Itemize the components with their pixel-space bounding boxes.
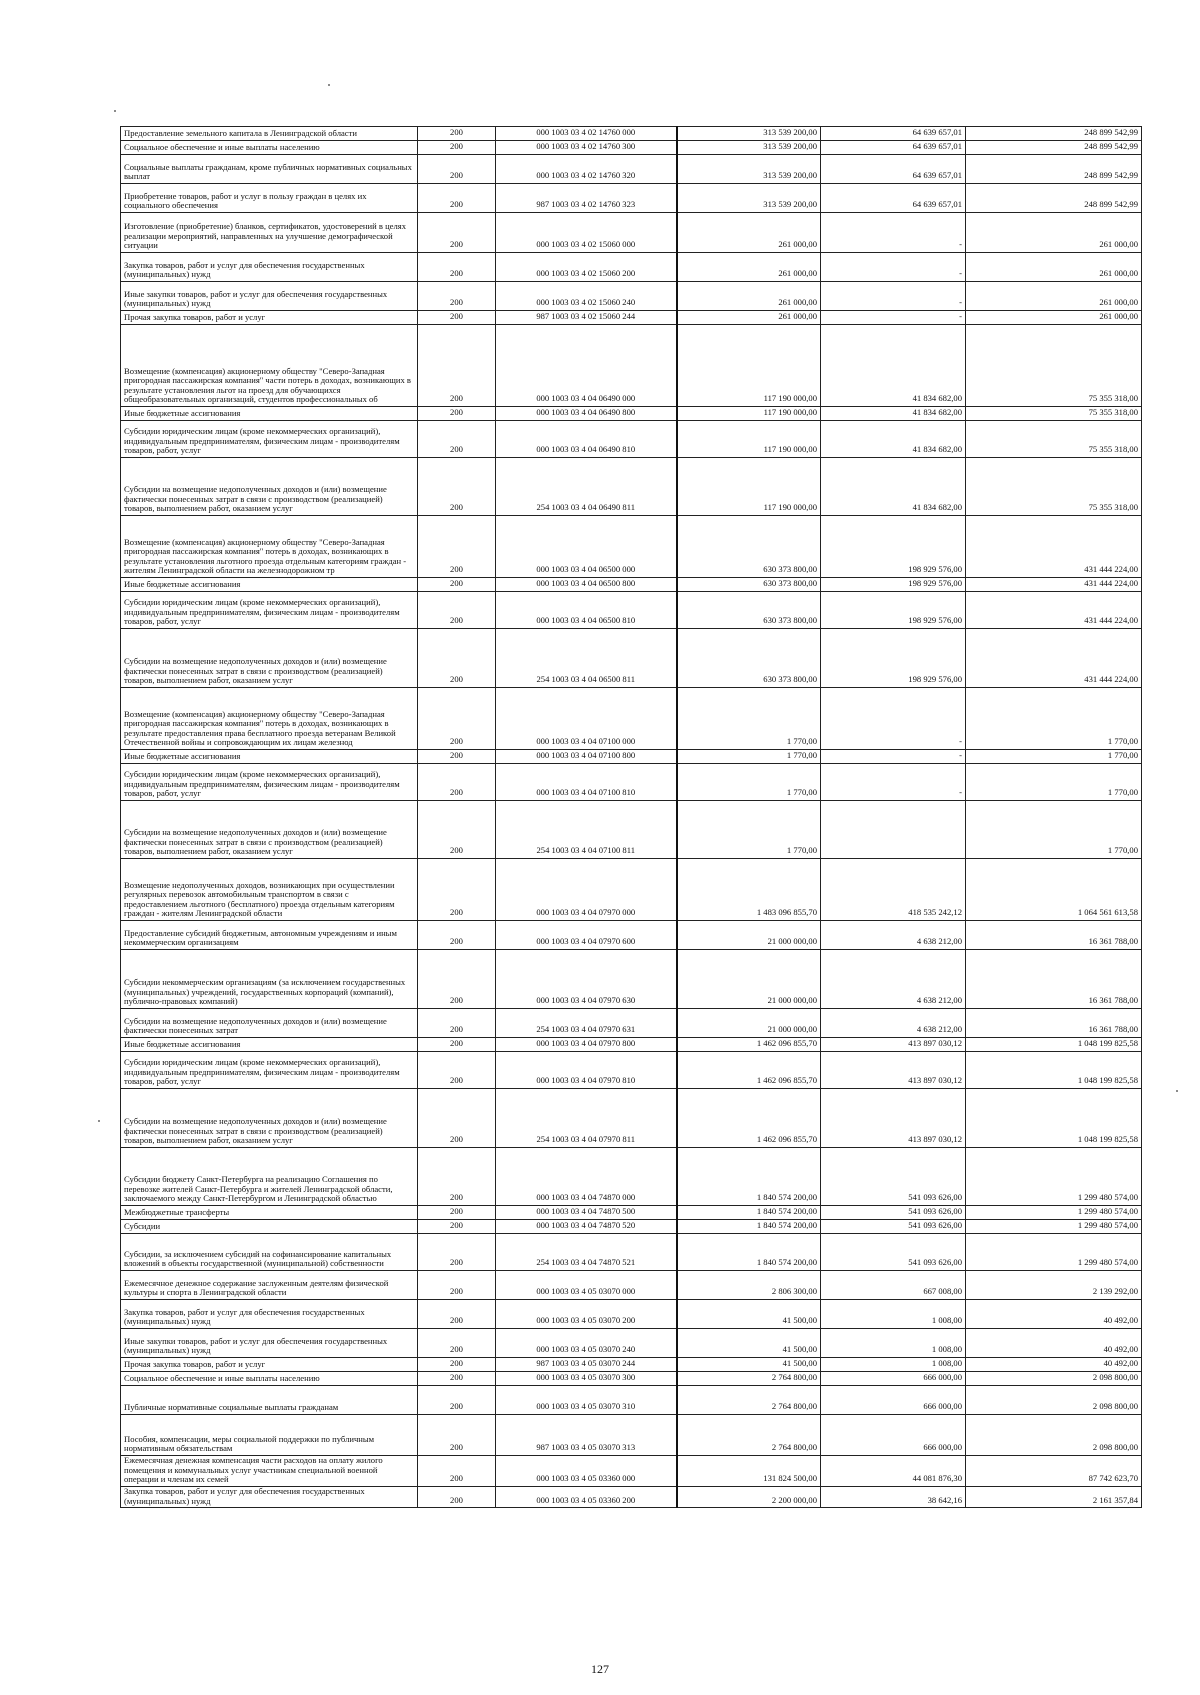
row-approved: 1 462 096 855,70	[677, 1052, 821, 1089]
row-classification: 000 1003 03 4 02 15060 240	[496, 282, 677, 311]
row-executed: 4 638 212,00	[821, 1009, 966, 1038]
table-row	[121, 1486, 1142, 1507]
row-code: 200	[418, 184, 496, 213]
row-code: 200	[418, 155, 496, 184]
row-code: 200	[418, 592, 496, 629]
table-row	[121, 592, 1142, 629]
row-classification: 000 1003 03 4 04 06490 800	[496, 407, 677, 421]
row-classification: 000 1003 03 4 04 74870 520	[496, 1220, 677, 1234]
row-remaining: 1 770,00	[966, 750, 1142, 764]
row-code: 200	[418, 688, 496, 750]
row-approved: 261 000,00	[677, 282, 821, 311]
row-remaining: 1 048 199 825,58	[966, 1038, 1142, 1052]
row-executed: 198 929 576,00	[821, 578, 966, 592]
row-executed: 44 081 876,30	[821, 1456, 966, 1487]
row-name: Субсидии юридическим лицам (кроме некоммерческих организаций), индивидуальным предпринимателям, физическим лицам - производителям товаров, работ, услуг	[121, 592, 418, 629]
row-executed: 41 834 682,00	[821, 325, 966, 407]
row-name: Субсидии бюджету Санкт-Петербурга на реализацию Соглашения по перевозке жителей Санкт-Петербурга и жителей Ленинградской области, заключаемого между Санкт-Петербургом и Ленинградской областью	[121, 1148, 418, 1206]
row-approved: 117 190 000,00	[677, 458, 821, 516]
row-name: Возмещение (компенсация) акционерному обществу "Северо-Западная пригородная пассажирская компания" потерь в доходах, возникающих в результате предоставления права бесплатного проезда ветеранам Великой Отечественной войны и сопровождающим их лицам железнод	[121, 688, 418, 750]
scan-speck	[1176, 1090, 1178, 1092]
table-row	[121, 1206, 1142, 1220]
row-name: Межбюджетные трансферты	[121, 1206, 418, 1220]
row-approved: 313 539 200,00	[677, 155, 821, 184]
row-remaining: 431 444 224,00	[966, 629, 1142, 688]
row-code: 200	[418, 578, 496, 592]
row-code: 200	[418, 1009, 496, 1038]
row-name: Социальные выплаты гражданам, кроме публичных нормативных социальных выплат	[121, 155, 418, 184]
row-remaining: 75 355 318,00	[966, 421, 1142, 458]
row-code: 200	[418, 1415, 496, 1456]
row-approved: 261 000,00	[677, 213, 821, 253]
table-row	[121, 311, 1142, 325]
row-name: Иные закупки товаров, работ и услуг для обеспечения государственных (муниципальных) нужд	[121, 282, 418, 311]
row-remaining: 16 361 788,00	[966, 950, 1142, 1009]
row-approved: 1 462 096 855,70	[677, 1038, 821, 1052]
row-name: Субсидии, за исключением субсидий на софинансирование капитальных вложений в объекты государственной (муниципальной) собственности	[121, 1234, 418, 1271]
table-row	[121, 127, 1142, 141]
row-executed: 541 093 626,00	[821, 1148, 966, 1206]
row-approved: 41 500,00	[677, 1329, 821, 1358]
row-classification: 254 1003 03 4 04 07100 811	[496, 801, 677, 859]
table-row	[121, 1052, 1142, 1089]
row-name: Ежемесячное денежное содержание заслуженным деятелям физической культуры и спорта в Ленинградской области	[121, 1271, 418, 1300]
row-classification: 000 1003 03 4 02 14760 300	[496, 141, 677, 155]
table-row	[121, 859, 1142, 921]
row-classification: 000 1003 03 4 02 14760 000	[496, 127, 677, 141]
table-row	[121, 1300, 1142, 1329]
row-code: 200	[418, 950, 496, 1009]
row-executed: 413 897 030,12	[821, 1038, 966, 1052]
row-code: 200	[418, 127, 496, 141]
row-executed: 64 639 657,01	[821, 141, 966, 155]
row-name: Прочая закупка товаров, работ и услуг	[121, 311, 418, 325]
row-remaining: 2 161 357,84	[966, 1486, 1142, 1507]
row-classification: 000 1003 03 4 04 07970 630	[496, 950, 677, 1009]
table-row	[121, 1386, 1142, 1415]
row-remaining: 431 444 224,00	[966, 516, 1142, 578]
row-approved: 2 200 000,00	[677, 1486, 821, 1507]
row-code: 200	[418, 458, 496, 516]
row-approved: 1 770,00	[677, 688, 821, 750]
row-executed: 666 000,00	[821, 1372, 966, 1386]
row-approved: 1 840 574 200,00	[677, 1220, 821, 1234]
row-executed: 1 008,00	[821, 1358, 966, 1372]
row-approved: 313 539 200,00	[677, 141, 821, 155]
table-row	[121, 764, 1142, 801]
row-approved: 2 764 800,00	[677, 1372, 821, 1386]
row-classification: 987 1003 03 4 05 03070 313	[496, 1415, 677, 1456]
row-executed: 1 008,00	[821, 1329, 966, 1358]
row-executed: -	[821, 750, 966, 764]
table-row	[121, 1009, 1142, 1038]
row-approved: 2 764 800,00	[677, 1386, 821, 1415]
table-row	[121, 1089, 1142, 1148]
table-row	[121, 1038, 1142, 1052]
row-name: Социальное обеспечение и иные выплаты населению	[121, 1372, 418, 1386]
table-row	[121, 1234, 1142, 1271]
row-classification: 000 1003 03 4 04 07970 810	[496, 1052, 677, 1089]
table-row	[121, 1148, 1142, 1206]
row-name: Изготовление (приобретение) бланков, сертификатов, удостоверений в целях реализации мероприятий, направленных на улучшение демографической ситуации	[121, 213, 418, 253]
row-code: 200	[418, 1372, 496, 1386]
row-name: Субсидии юридическим лицам (кроме некоммерческих организаций), индивидуальным предпринимателям, физическим лицам - производителям товаров, работ, услуг	[121, 764, 418, 801]
table-row	[121, 688, 1142, 750]
row-name: Субсидии на возмещение недополученных доходов и (или) возмещение фактически понесенных затрат в связи с производством (реализацией) товаров, выполнением работ, оказанием услуг	[121, 458, 418, 516]
row-classification: 000 1003 03 4 04 07100 000	[496, 688, 677, 750]
row-classification: 000 1003 03 4 02 15060 000	[496, 213, 677, 253]
row-executed: 413 897 030,12	[821, 1089, 966, 1148]
row-name: Возмещение (компенсация) акционерному обществу "Северо-Западная пригородная пассажирская компания" части потерь в доходах, возникающих в результате установления льгот на проезд для обучающихся общеобразовательных организаций, студентов профессиональных об	[121, 325, 418, 407]
row-name: Возмещение (компенсация) акционерному обществу "Северо-Западная пригородная пассажирская компания" потерь в доходах, возникающих в результате установления льготного проезда отдельным категориям граждан - жителям Ленинградской области на железнодорожном тр	[121, 516, 418, 578]
row-remaining: 261 000,00	[966, 311, 1142, 325]
row-remaining: 16 361 788,00	[966, 921, 1142, 950]
row-remaining: 248 899 542,99	[966, 184, 1142, 213]
row-classification: 000 1003 03 4 04 07100 800	[496, 750, 677, 764]
row-classification: 000 1003 03 4 04 06490 000	[496, 325, 677, 407]
row-code: 200	[418, 213, 496, 253]
row-code: 200	[418, 1089, 496, 1148]
row-remaining: 40 492,00	[966, 1358, 1142, 1372]
table-row	[121, 921, 1142, 950]
row-executed: 41 834 682,00	[821, 407, 966, 421]
row-remaining: 2 098 800,00	[966, 1415, 1142, 1456]
table-row	[121, 629, 1142, 688]
table-row	[121, 253, 1142, 282]
row-remaining: 431 444 224,00	[966, 578, 1142, 592]
row-executed: 666 000,00	[821, 1415, 966, 1456]
table-row	[121, 1271, 1142, 1300]
row-remaining: 261 000,00	[966, 213, 1142, 253]
row-approved: 21 000 000,00	[677, 921, 821, 950]
row-executed: -	[821, 688, 966, 750]
row-executed: -	[821, 253, 966, 282]
row-executed: 198 929 576,00	[821, 629, 966, 688]
row-approved: 1 462 096 855,70	[677, 1089, 821, 1148]
row-approved: 41 500,00	[677, 1300, 821, 1329]
row-name: Возмещение недополученных доходов, возникающих при осуществлении регулярных перевозок автомобильным транспортом в связи с предоставлением льготного (бесплатного) проезда отдельным категориям граждан - жителям Ленинградской области	[121, 859, 418, 921]
row-code: 200	[418, 282, 496, 311]
row-remaining: 87 742 623,70	[966, 1456, 1142, 1487]
row-code: 200	[418, 1234, 496, 1271]
row-classification: 000 1003 03 4 04 06500 000	[496, 516, 677, 578]
row-name: Ежемесячная денежная компенсация части расходов на оплату жилого помещения и коммунальных услуг участникам специальной военной операции и членам их семей	[121, 1456, 418, 1487]
row-executed: 541 093 626,00	[821, 1234, 966, 1271]
row-remaining: 261 000,00	[966, 282, 1142, 311]
row-code: 200	[418, 253, 496, 282]
row-name: Иные закупки товаров, работ и услуг для обеспечения государственных (муниципальных) нужд	[121, 1329, 418, 1358]
row-approved: 1 483 096 855,70	[677, 859, 821, 921]
row-classification: 000 1003 03 4 05 03070 300	[496, 1372, 677, 1386]
row-classification: 000 1003 03 4 04 74870 000	[496, 1148, 677, 1206]
row-code: 200	[418, 1329, 496, 1358]
row-approved: 630 373 800,00	[677, 516, 821, 578]
row-executed: -	[821, 764, 966, 801]
table-row	[121, 1329, 1142, 1358]
row-approved: 21 000 000,00	[677, 1009, 821, 1038]
row-executed: 64 639 657,01	[821, 155, 966, 184]
row-executed: 198 929 576,00	[821, 516, 966, 578]
row-name: Предоставление земельного капитала в Ленинградской области	[121, 127, 418, 141]
row-executed: 413 897 030,12	[821, 1052, 966, 1089]
row-name: Социальное обеспечение и иные выплаты населению	[121, 141, 418, 155]
row-remaining: 1 299 480 574,00	[966, 1220, 1142, 1234]
table-row	[121, 458, 1142, 516]
row-remaining: 261 000,00	[966, 253, 1142, 282]
row-code: 200	[418, 325, 496, 407]
row-remaining: 40 492,00	[966, 1300, 1142, 1329]
row-code: 200	[418, 141, 496, 155]
row-code: 200	[418, 629, 496, 688]
row-remaining: 40 492,00	[966, 1329, 1142, 1358]
row-classification: 000 1003 03 4 04 74870 500	[496, 1206, 677, 1220]
row-code: 200	[418, 311, 496, 325]
row-remaining: 248 899 542,99	[966, 141, 1142, 155]
row-classification: 000 1003 03 4 04 07970 800	[496, 1038, 677, 1052]
row-name: Субсидии юридическим лицам (кроме некоммерческих организаций), индивидуальным предпринимателям, физическим лицам - производителям товаров, работ, услуг	[121, 421, 418, 458]
row-name: Иные бюджетные ассигнования	[121, 750, 418, 764]
row-code: 200	[418, 1486, 496, 1507]
row-name: Закупка товаров, работ и услуг для обеспечения государственных (муниципальных) нужд	[121, 1486, 418, 1507]
row-classification: 254 1003 03 4 04 07970 631	[496, 1009, 677, 1038]
row-name: Пособия, компенсации, меры социальной поддержки по публичным нормативным обязательствам	[121, 1415, 418, 1456]
budget-execution-table	[120, 126, 1142, 1508]
table-row	[121, 1456, 1142, 1487]
row-name: Иные бюджетные ассигнования	[121, 407, 418, 421]
row-classification: 000 1003 03 4 02 14760 320	[496, 155, 677, 184]
row-classification: 000 1003 03 4 05 03070 200	[496, 1300, 677, 1329]
row-approved: 1 840 574 200,00	[677, 1148, 821, 1206]
row-code: 200	[418, 1038, 496, 1052]
row-classification: 987 1003 03 4 02 14760 323	[496, 184, 677, 213]
row-code: 200	[418, 1148, 496, 1206]
row-code: 200	[418, 801, 496, 859]
row-remaining: 2 139 292,00	[966, 1271, 1142, 1300]
row-name: Публичные нормативные социальные выплаты гражданам	[121, 1386, 418, 1415]
row-approved: 2 806 300,00	[677, 1271, 821, 1300]
row-approved: 261 000,00	[677, 253, 821, 282]
row-classification: 000 1003 03 4 04 06490 810	[496, 421, 677, 458]
row-name: Иные бюджетные ассигнования	[121, 1038, 418, 1052]
row-classification: 987 1003 03 4 05 03070 244	[496, 1358, 677, 1372]
row-approved: 313 539 200,00	[677, 184, 821, 213]
row-classification: 254 1003 03 4 04 07970 811	[496, 1089, 677, 1148]
row-name: Приобретение товаров, работ и услуг в пользу граждан в целях их социального обеспечения	[121, 184, 418, 213]
row-name: Субсидии некоммерческим организациям (за исключением государственных (муниципальных) учреждений, государственных корпораций (компаний), публично-правовых компаний)	[121, 950, 418, 1009]
row-name: Субсидии юридическим лицам (кроме некоммерческих организаций), индивидуальным предпринимателям, физическим лицам - производителям товаров, работ, услуг	[121, 1052, 418, 1089]
row-classification: 254 1003 03 4 04 06490 811	[496, 458, 677, 516]
table-row	[121, 950, 1142, 1009]
page-number: 127	[591, 1662, 609, 1676]
row-classification: 254 1003 03 4 04 74870 521	[496, 1234, 677, 1271]
row-executed: 4 638 212,00	[821, 921, 966, 950]
row-remaining: 1 299 480 574,00	[966, 1206, 1142, 1220]
table-row	[121, 141, 1142, 155]
table-row	[121, 184, 1142, 213]
row-name: Прочая закупка товаров, работ и услуг	[121, 1358, 418, 1372]
row-classification: 000 1003 03 4 05 03360 000	[496, 1456, 677, 1487]
row-name: Предоставление субсидий бюджетным, автономным учреждениям и иным некоммерческим организациям	[121, 921, 418, 950]
row-name: Субсидии на возмещение недополученных доходов и (или) возмещение фактически понесенных затрат в связи с производством (реализацией) товаров, выполнением работ, оказанием услуг	[121, 801, 418, 859]
row-remaining: 1 299 480 574,00	[966, 1148, 1142, 1206]
row-executed: 64 639 657,01	[821, 127, 966, 141]
row-classification: 000 1003 03 4 05 03070 240	[496, 1329, 677, 1358]
row-executed: -	[821, 282, 966, 311]
scan-speck	[98, 1120, 100, 1122]
row-approved: 117 190 000,00	[677, 325, 821, 407]
row-remaining: 431 444 224,00	[966, 592, 1142, 629]
row-executed	[821, 801, 966, 859]
row-classification: 987 1003 03 4 02 15060 244	[496, 311, 677, 325]
row-approved: 313 539 200,00	[677, 127, 821, 141]
row-classification: 000 1003 03 4 04 07970 600	[496, 921, 677, 950]
table-row	[121, 1220, 1142, 1234]
row-remaining: 2 098 800,00	[966, 1386, 1142, 1415]
table-body	[121, 127, 1142, 1508]
row-remaining: 2 098 800,00	[966, 1372, 1142, 1386]
row-approved: 1 770,00	[677, 750, 821, 764]
row-remaining: 1 299 480 574,00	[966, 1234, 1142, 1271]
table-row	[121, 282, 1142, 311]
row-code: 200	[418, 1206, 496, 1220]
row-approved: 117 190 000,00	[677, 421, 821, 458]
row-approved: 1 840 574 200,00	[677, 1234, 821, 1271]
row-remaining: 1 770,00	[966, 688, 1142, 750]
scan-speck	[328, 84, 330, 86]
row-remaining: 248 899 542,99	[966, 127, 1142, 141]
row-executed: 667 008,00	[821, 1271, 966, 1300]
scan-speck	[114, 110, 116, 112]
row-code: 200	[418, 421, 496, 458]
row-classification: 000 1003 03 4 05 03070 000	[496, 1271, 677, 1300]
row-code: 200	[418, 859, 496, 921]
row-approved: 41 500,00	[677, 1358, 821, 1372]
row-name: Закупка товаров, работ и услуг для обеспечения государственных (муниципальных) нужд	[121, 253, 418, 282]
row-approved: 2 764 800,00	[677, 1415, 821, 1456]
table-row	[121, 1415, 1142, 1456]
row-code: 200	[418, 1300, 496, 1329]
row-executed: 38 642,16	[821, 1486, 966, 1507]
row-code: 200	[418, 1456, 496, 1487]
row-approved: 1 840 574 200,00	[677, 1206, 821, 1220]
row-executed: 666 000,00	[821, 1386, 966, 1415]
row-classification: 000 1003 03 4 02 15060 200	[496, 253, 677, 282]
row-remaining: 1 048 199 825,58	[966, 1052, 1142, 1089]
table-row	[121, 750, 1142, 764]
row-executed: 418 535 242,12	[821, 859, 966, 921]
row-code: 200	[418, 516, 496, 578]
row-name: Субсидии на возмещение недополученных доходов и (или) возмещение фактически понесенных затрат в связи с производством (реализацией) товаров, выполнением работ, оказанием услуг	[121, 629, 418, 688]
row-remaining: 75 355 318,00	[966, 407, 1142, 421]
row-remaining: 75 355 318,00	[966, 325, 1142, 407]
row-code: 200	[418, 1386, 496, 1415]
row-approved: 1 770,00	[677, 764, 821, 801]
row-name: Закупка товаров, работ и услуг для обеспечения государственных (муниципальных) нужд	[121, 1300, 418, 1329]
row-approved: 630 373 800,00	[677, 592, 821, 629]
row-approved: 630 373 800,00	[677, 629, 821, 688]
row-name: Субсидии на возмещение недополученных доходов и (или) возмещение фактически понесенных затрат в связи с производством (реализацией) товаров, выполнением работ, оказанием услуг	[121, 1089, 418, 1148]
row-remaining: 1 064 561 613,58	[966, 859, 1142, 921]
table-row	[121, 213, 1142, 253]
row-classification: 000 1003 03 4 05 03070 310	[496, 1386, 677, 1415]
row-remaining: 248 899 542,99	[966, 155, 1142, 184]
row-name: Субсидии	[121, 1220, 418, 1234]
row-executed: 41 834 682,00	[821, 421, 966, 458]
row-name: Иные бюджетные ассигнования	[121, 578, 418, 592]
row-executed: -	[821, 213, 966, 253]
table-row	[121, 578, 1142, 592]
row-executed: 541 093 626,00	[821, 1206, 966, 1220]
row-approved: 21 000 000,00	[677, 950, 821, 1009]
row-classification: 254 1003 03 4 04 06500 811	[496, 629, 677, 688]
row-executed: 541 093 626,00	[821, 1220, 966, 1234]
row-code: 200	[418, 764, 496, 801]
table-row	[121, 155, 1142, 184]
row-executed: 4 638 212,00	[821, 950, 966, 1009]
row-executed: 1 008,00	[821, 1300, 966, 1329]
row-remaining: 1 048 199 825,58	[966, 1089, 1142, 1148]
row-executed: 64 639 657,01	[821, 184, 966, 213]
row-classification: 000 1003 03 4 05 03360 200	[496, 1486, 677, 1507]
row-classification: 000 1003 03 4 04 07100 810	[496, 764, 677, 801]
row-code: 200	[418, 750, 496, 764]
table-row	[121, 421, 1142, 458]
row-remaining: 1 770,00	[966, 801, 1142, 859]
table-row	[121, 516, 1142, 578]
row-executed: 198 929 576,00	[821, 592, 966, 629]
table-row	[121, 407, 1142, 421]
row-classification: 000 1003 03 4 04 07970 000	[496, 859, 677, 921]
row-approved: 117 190 000,00	[677, 407, 821, 421]
row-remaining: 16 361 788,00	[966, 1009, 1142, 1038]
row-code: 200	[418, 1271, 496, 1300]
row-classification: 000 1003 03 4 04 06500 800	[496, 578, 677, 592]
row-remaining: 75 355 318,00	[966, 458, 1142, 516]
row-code: 200	[418, 407, 496, 421]
table-row	[121, 325, 1142, 407]
row-executed: -	[821, 311, 966, 325]
row-code: 200	[418, 1052, 496, 1089]
table-row	[121, 1372, 1142, 1386]
row-classification: 000 1003 03 4 04 06500 810	[496, 592, 677, 629]
row-name: Субсидии на возмещение недополученных доходов и (или) возмещение фактически понесенных затрат	[121, 1009, 418, 1038]
row-code: 200	[418, 1358, 496, 1372]
table-row	[121, 801, 1142, 859]
row-approved: 261 000,00	[677, 311, 821, 325]
row-code: 200	[418, 921, 496, 950]
row-approved: 630 373 800,00	[677, 578, 821, 592]
table-row	[121, 1358, 1142, 1372]
row-approved: 131 824 500,00	[677, 1456, 821, 1487]
row-approved: 1 770,00	[677, 801, 821, 859]
row-executed: 41 834 682,00	[821, 458, 966, 516]
row-code: 200	[418, 1220, 496, 1234]
row-remaining: 1 770,00	[966, 764, 1142, 801]
